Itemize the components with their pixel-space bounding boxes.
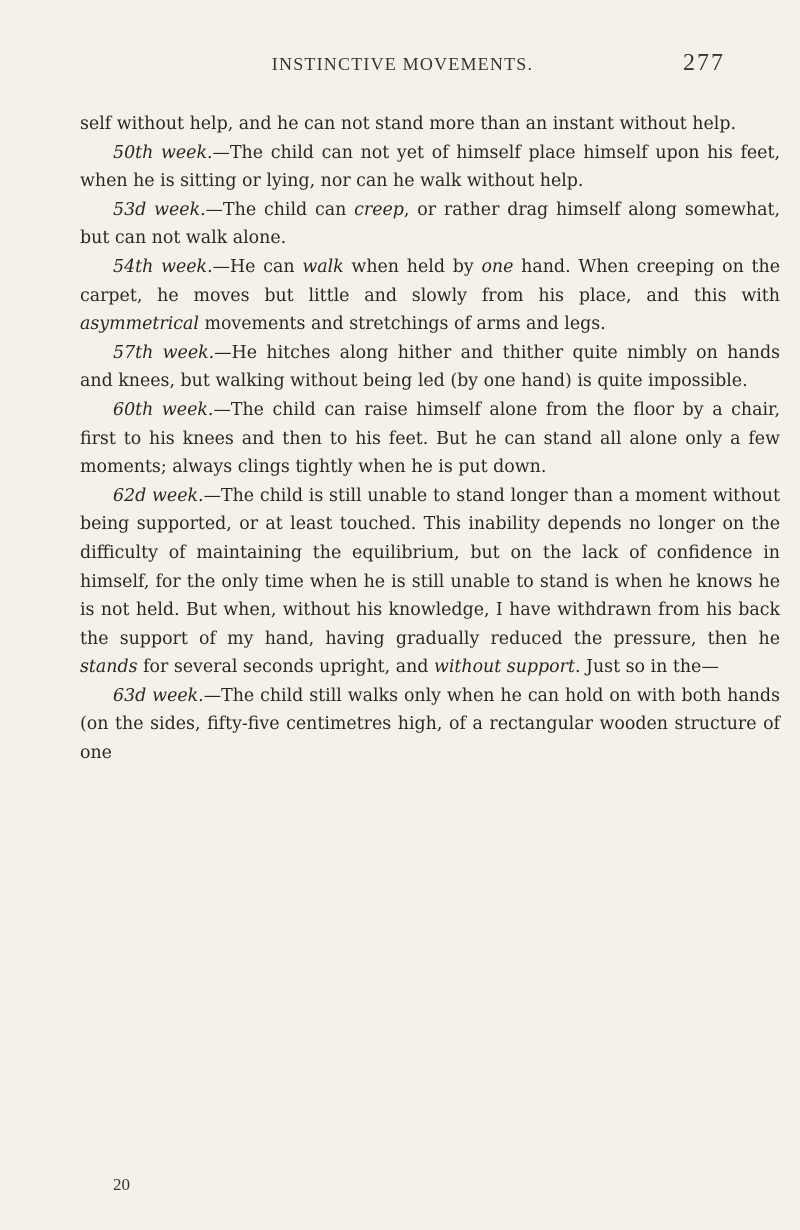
emphasis-text: creep [354,199,404,220]
entry-63d-week [80,682,780,768]
entry-text: movements and stretchings of arms and legs. [198,314,606,335]
entry-text: —The child is still unable to stand longer than a moment without being supported, or at least touched. This inability depends no longer on the difficulty of maintaining the equilibrium, but on the lack of confidence in himself, for the only time when he is still unable to stand is when he knows he is not held. But when, without his knowledge, I have withdrawn from his back the support of my hand, having gradually reduced the pressure, then he [80,485,780,649]
week-label: 53d week. [113,199,206,220]
week-label: 63d week. [113,685,204,706]
entry-text: —The child can raise himself alone from the floor by a chair, first to his knees and then to his feet. But he can stand all alone only a few moments; always clings tightly when he is put down. [80,399,780,478]
emphasis-text: asymmetrical [80,314,199,335]
entry-text: —He hitches along hither and thither quite nimbly on hands and knees, but walking without being led (by one hand) is quite impossible. [80,342,780,392]
entry-text: hand. When creeping on the carpet, he moves but little and slowly from his place, and this with [80,256,781,306]
entry-62d-week [80,482,780,682]
running-title: INSTINCTIVE MOVEMENTS. [271,54,534,74]
entry-53d-week [80,196,780,253]
week-label: 50th week. [113,142,213,163]
entry-57th-week [80,339,780,396]
emphasis-text: one [481,256,514,277]
entry-text: , or rather drag himself along somewhat, but can not walk alone. [80,199,781,249]
week-label: 60th week. [113,399,214,420]
entry-54th-week [80,253,780,339]
paragraph-text: self without help, and he can not stand more than an instant without help. [80,114,736,134]
body-text [80,110,780,768]
entry-60th-week [80,396,780,482]
entry-text: . Just so in the— [574,657,719,678]
week-label: 57th week. [113,342,215,363]
paragraph-continuation [80,110,780,139]
entry-text: —He can [212,256,303,277]
entry-text: when held by [343,256,482,277]
entry-text: —The child still walks only when he can hold on with both hands (on the sides, fifty-five centimetres high, of a rectangular wooden structure of one [80,685,780,764]
signature-mark: 20 [113,1175,130,1194]
entry-50th-week [80,139,780,196]
entry-text: for several seconds upright, and [137,657,434,678]
entry-text: —The child can not yet of himself place himself upon his feet, when he is sitting or lying, nor can he walk without help. [80,142,780,192]
emphasis-text: walk [302,256,344,277]
page-number: 277 [683,50,725,76]
week-label: 62d week. [113,485,204,506]
week-label: 54th week. [113,256,213,277]
running-head [80,50,725,84]
emphasis-text: without support [433,657,575,678]
entry-text: —The child can [205,199,355,220]
emphasis-text: stands [80,657,138,678]
